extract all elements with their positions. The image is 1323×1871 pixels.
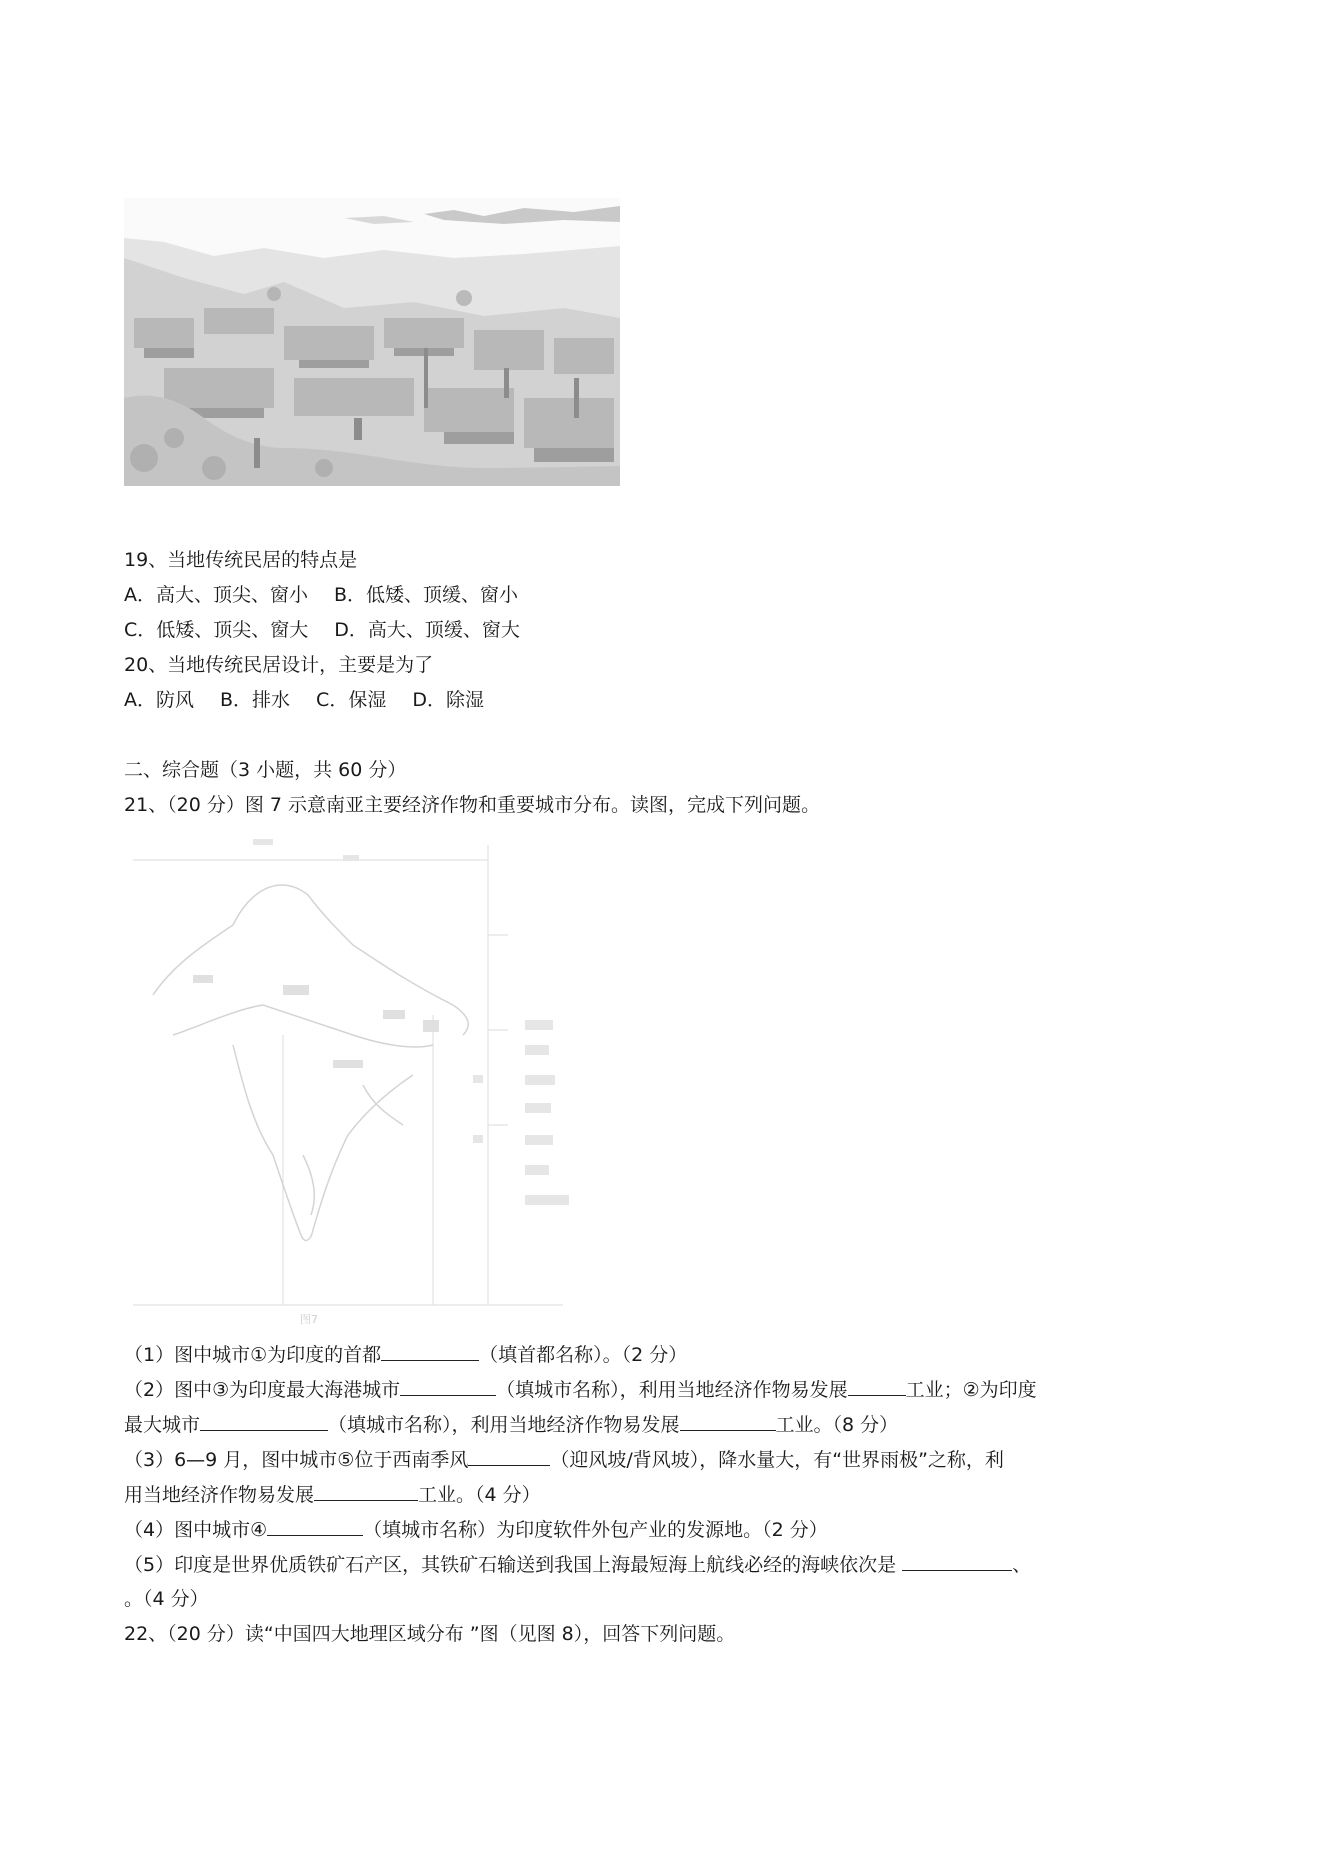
option-d[interactable]: D．高大、顶缓、窗大 (334, 619, 520, 641)
question-19-options-row-1 (124, 583, 544, 607)
question-21-stem: 21、（20 分）图 7 示意南亚主要经济作物和重要城市分布。读图，完成下列问题。 (124, 794, 821, 816)
answer-blank[interactable] (400, 1377, 496, 1396)
question-22-stem: 22、（20 分）读“中国四大地理区域分布 ”图（见图 8），回答下列问题。 (124, 1623, 736, 1645)
dwelling-photo (124, 198, 620, 486)
option-b[interactable]: B．排水 (220, 689, 291, 711)
answer-blank[interactable] (902, 1552, 1012, 1571)
question-21-part-5-line-1: （5）印度是世界优质铁矿石产区，其铁矿石输送到我国上海最短海上航线必经的海峡依次是 、 (124, 1554, 1032, 1576)
question-19-stem: 19、当地传统民居的特点是 (124, 549, 358, 571)
question-21-part-3-line-2: 用当地经济作物易发展 工业。（4 分） (124, 1484, 541, 1506)
option-c[interactable]: C．保湿 (316, 689, 387, 711)
answer-blank[interactable] (200, 1412, 328, 1431)
answer-blank[interactable] (267, 1517, 363, 1536)
option-d[interactable]: D．除湿 (412, 689, 484, 711)
question-21-part-4: （4）图中城市④ （填城市名称）为印度软件外包产业的发源地。（2 分） (124, 1519, 828, 1541)
answer-blank[interactable] (680, 1412, 776, 1431)
question-21-part-2-line-2: 最大城市 （填城市名称），利用当地经济作物易发展 工业。（8 分） (124, 1414, 899, 1436)
question-20-options (124, 688, 510, 712)
question-21-part-1: （1）图中城市①为印度的首都 （填首都名称）。（2 分） (124, 1344, 688, 1366)
option-a[interactable]: A．高大、顶尖、窗小 (124, 584, 308, 606)
question-21-part-5-line-2: 。（4 分） (124, 1588, 209, 1610)
answer-blank[interactable] (848, 1377, 906, 1396)
section-2-title: 二、综合题（3 小题，共 60 分） (124, 759, 407, 781)
option-a[interactable]: A．防风 (124, 689, 194, 711)
answer-blank[interactable] (468, 1447, 550, 1466)
question-21-part-3-line-1: （3）6—9 月，图中城市⑤位于西南季风 （迎风坡/背风坡），降水量大，有“世界雨极”之称，利 (124, 1449, 1004, 1471)
question-19-options-row-2 (124, 618, 546, 642)
answer-blank[interactable] (314, 1482, 418, 1501)
south-asia-map (133, 835, 708, 1330)
figure-7-caption: 图7 (300, 1313, 318, 1326)
question-20-stem: 20、当地传统民居设计，主要是为了 (124, 654, 434, 676)
option-c[interactable]: C．低矮、顶尖、窗大 (124, 619, 309, 641)
answer-blank[interactable] (381, 1342, 479, 1361)
question-21-part-2-line-1: （2）图中③为印度最大海港城市 （填城市名称），利用当地经济作物易发展 工业；②为印度 (124, 1379, 1037, 1401)
option-b[interactable]: B．低矮、顶缓、窗小 (334, 584, 519, 606)
